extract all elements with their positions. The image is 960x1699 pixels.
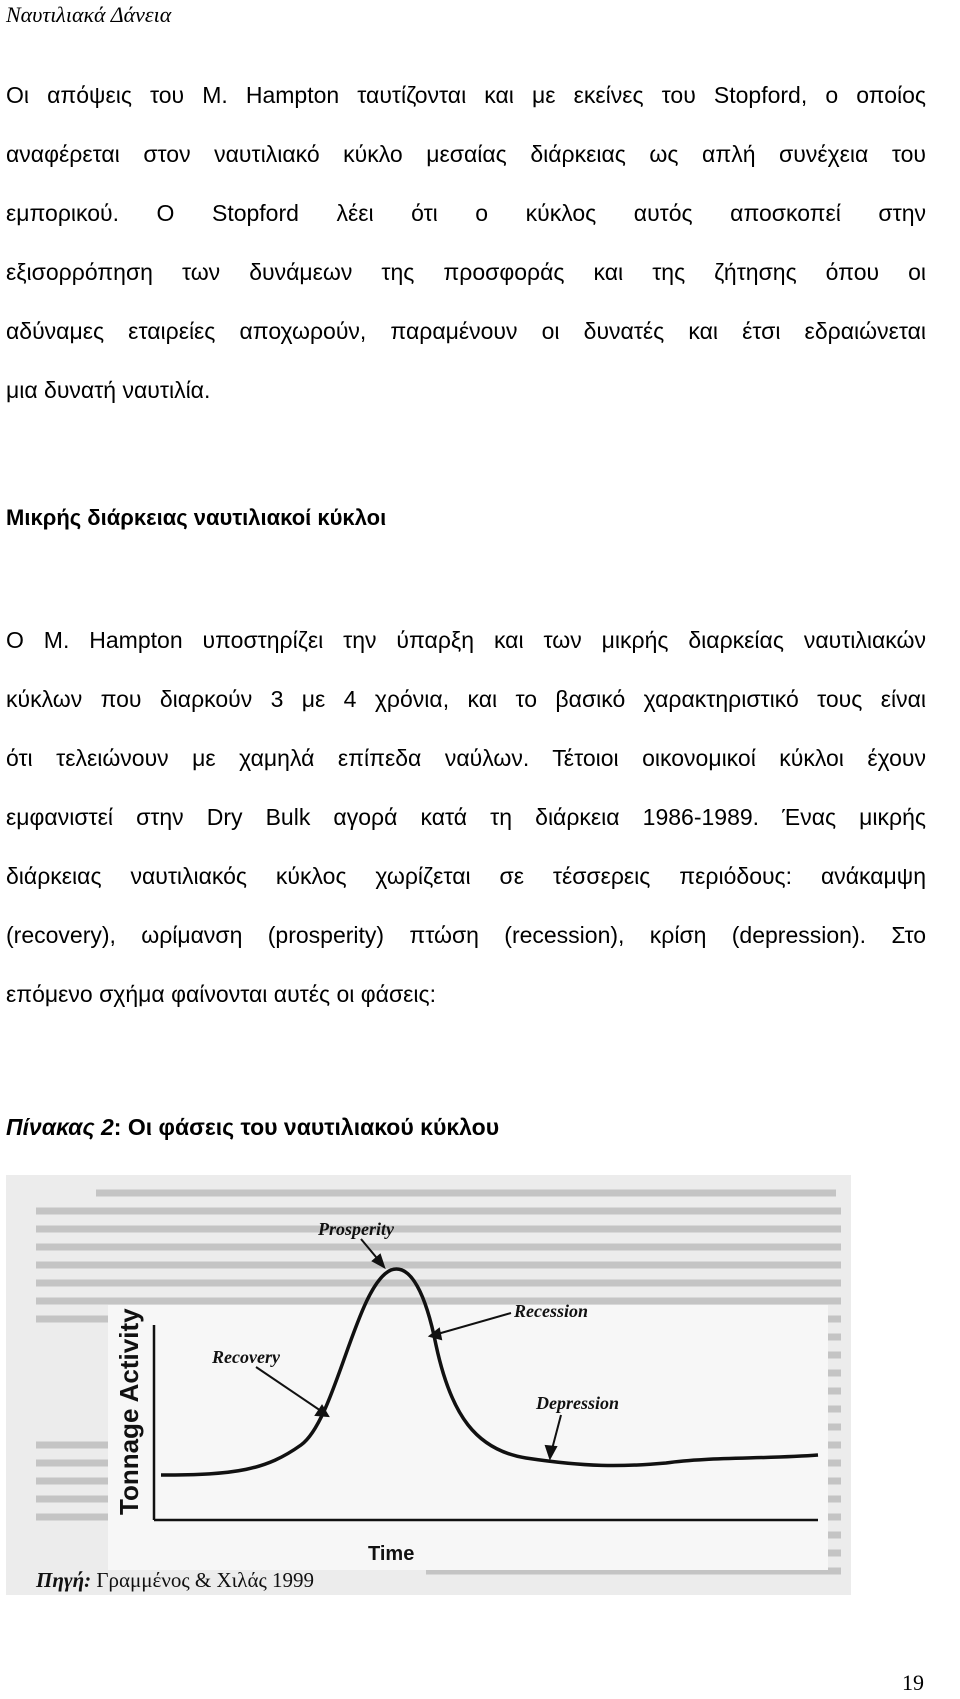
text-line: (recovery), ωρίμανση (prosperity) πτώση (recession), κρίση (depression). Στο [6,922,926,948]
phase-label-prosperity: Prosperity [318,1219,394,1239]
phase-label-recovery: Recovery [212,1347,280,1367]
cycle-figure [6,1175,851,1595]
x-axis-label: Time [368,1543,415,1565]
phase-label-recession: Recession [514,1301,588,1321]
table-caption [6,1114,499,1141]
figure-scan [6,1175,851,1595]
y-axis-label: Tonnage Activity [114,1308,144,1515]
text-line: ότι τελειώνουν με χαμηλά επίπεδα ναύλων. Τέτοιοι οικονομικοί κύκλοι έχουν [6,745,926,771]
text-line: επόμενο σχήμα φαίνονται αυτές οι φάσεις: [6,981,436,1007]
running-header: Ναυτιλιακά Δάνεια [6,2,172,27]
caption-prefix: Πίνακας 2 [6,1114,114,1140]
phase-label-depression: Depression [536,1393,620,1413]
text-line: αδύναμες εταιρείες αποχωρούν, παραμένουν οι δυνατές και έτσι εδραιώνεται [6,318,926,344]
paragraph-2 [6,611,926,1024]
text-line: μια δυνατή ναυτιλία. [6,377,211,403]
text-line: εμφανιστεί στην Dry Bulk αγορά κατά τη διάρκεια 1986-1989. Ένας μικρής [6,804,926,830]
text-line: Οι απόψεις του M. Hampton ταυτίζονται και με εκείνες του Stopford, ο οποίος [6,82,926,108]
page-number: 19 [902,1670,924,1695]
text-line: διάρκειας ναυτιλιακός κύκλος χωρίζεται σε τέσσερεις περιόδους: ανάκαμψη [6,863,926,889]
section-heading: Μικρής διάρκειας ναυτιλιακοί κύκλοι [6,505,387,530]
paragraph-1 [6,66,926,420]
text-line: αναφέρεται στον ναυτιλιακό κύκλο μεσαίας διάρκειας ως απλή συνέχεια του [6,141,926,167]
text-line: κύκλων που διαρκούν 3 με 4 χρόνια, και το βασικό χαρακτηριστικό τους είναι [6,686,926,712]
text-line: εξισορρόπηση των δυνάμεων της προσφοράς και της ζήτησης όπου οι [6,259,926,285]
plot-panel [108,1305,828,1570]
figure-source: Πηγή: Γραμμένος & Χιλάς 1999 [36,1568,315,1592]
text-line: Ο M. Hampton υποστηρίζει την ύπαρξη και των μικρής διαρκείας ναυτιλιακών [6,627,926,653]
text-line: εμπορικού. Ο Stopford λέει ότι ο κύκλος αυτός αποσκοπεί στην [6,200,926,226]
caption-text: : Οι φάσεις του ναυτιλιακού κύκλου [113,1114,500,1140]
